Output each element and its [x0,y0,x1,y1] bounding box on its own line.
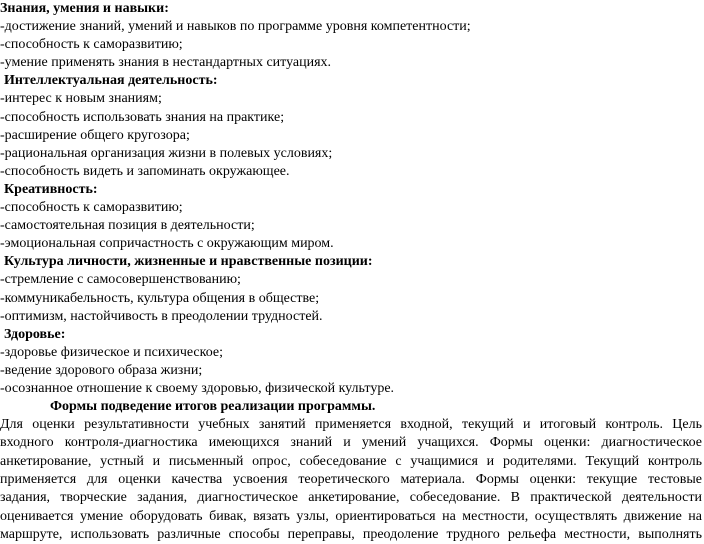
list-item: -эмоциональная сопричастность с окружающим миром. [0,236,334,252]
paragraph-line: применяется для оценки качества усвоения теоретического материала. Формы оценки: текущие тестовые [0,472,702,488]
list-item: -рациональная организация жизни в полевых условиях; [0,145,333,161]
paragraph-line: задания, творческие задания, диагностическое анкетирование, собеседование. В практической деятельности [0,490,702,506]
paragraph-line: Для оценки результативности учебных занятий применяется входной, текущий и итоговый контроль. Цель [0,417,702,433]
assessment-paragraph [0,416,704,544]
list-item: -осознанное отношение к своему здоровью, физической культуре. [0,380,395,396]
section-heading-knowledge: Знания, умения и навыки: [0,1,169,16]
section-heading-culture: Культура личности, жизненные и нравственные позиции: [4,254,373,270]
forms-heading: Формы подведение итогов реализации программы. [50,399,376,415]
list-item: -коммуникабельность, культура общения в обществе; [0,290,320,306]
list-item: -способность видеть и запоминать окружающее. [0,163,290,179]
paragraph-line: анкетирование, устный и письменный опрос, собеседование с учащимися и родителями. Текущий контроль [0,453,702,469]
list-item: -стремление с самосовершенствованию; [0,272,241,288]
list-item: -расширение общего кругозора; [0,127,190,143]
list-item: -интерес к новым знаниям; [0,91,162,107]
paragraph-line: оценивается умение оборудовать бивак, вязать узлы, ориентироваться на местности, осуществлять движение на [0,508,702,524]
list-item: -оптимизм, настойчивость в преодолении трудностей. [0,308,323,324]
section-heading-intellectual: Интеллектуальная деятельность: [4,73,218,89]
list-item: -самостоятельная позиция в деятельности; [0,218,255,234]
section-heading-creativity: Креативность: [4,181,98,197]
list-item: -способность к саморазвитию; [0,37,183,53]
list-item: -ведение здорового образа жизни; [0,362,203,378]
paragraph-line: входного контроля-диагностика имеющихся знаний и умений учащихся. Формы оценки: диагностическое [0,435,702,451]
list-item: -способность к саморазвитию; [0,200,183,216]
list-item: -здоровье физическое и психическое; [0,344,224,360]
section-heading-health: Здоровье: [4,326,66,342]
paragraph-line: маршруте, использовать различные способы переправы, преодоление трудного рельефа местности, выполнять [0,526,702,542]
list-item: -способность использовать знания на практике; [0,109,285,125]
list-item: -умение применять знания в нестандартных ситуациях. [0,55,332,71]
list-item: -достижение знаний, умений и навыков по программе уровня компетентности; [0,19,471,35]
